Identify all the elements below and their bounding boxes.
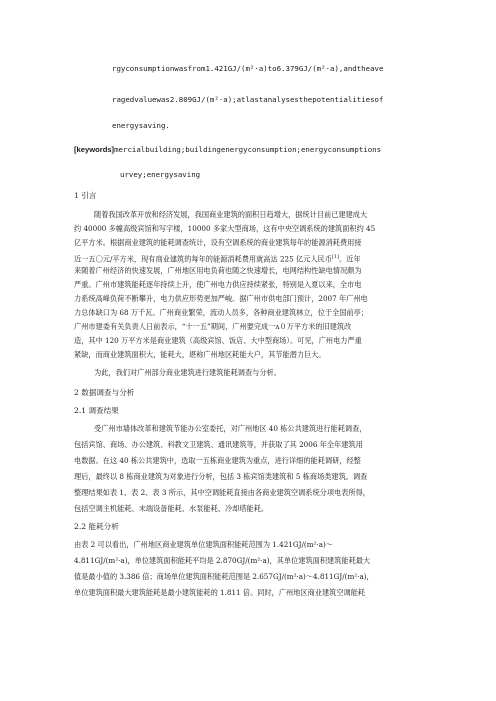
para-line: 力系统高峰负荷不断攀升，电力供应形势更加严峻。据广州市供电部门预计，2007 年广州电 [74,294,368,303]
keywords-line-2: urvey;energysaving [120,170,201,179]
para-line-text: 近一五〇元/平方米，现有商业建筑的每年的能源消耗费用就高达 225 亿元人民币 [74,254,332,264]
para-line: 4.811GJ/(m²·a)，单位建筑面积能耗平均是 2.870GJ/(m²·a)，其单位建筑面积建筑能耗最大 [74,556,371,565]
para-line: 造，其中 120 万平方米是商业建筑（高级宾馆、饭店、大中型商场）。可见，广州电力严重 [74,336,362,345]
para-line: 受广州市墙体改革和建筑节能办公室委托，对广州地区 40 栋公共建筑进行能耗调查， [94,424,367,433]
reference-marker: [1] [331,254,339,260]
para-line: 随着我国改革开放和经济发展，我国商业建筑的面积日趋增大，据统计目前已建建成大 [94,210,368,219]
section-1-heading: 1 引言 [74,191,97,200]
keywords-block [74,145,381,155]
para-line: 电数据。在这 40 栋公共建筑中，选取一五栋商业建筑为重点，进行详细的能耗调研，经整 [74,456,361,465]
para-line: 约 40000 多幢高级宾馆和写字楼，10000 多家大型商场，这有中央空调系统的建筑面积约 45 [74,224,376,233]
para-line: 包括宾馆、商场、办公建筑、科教文卫建筑、通讯建筑等，并获取了其 2006 年全年建筑用 [74,440,363,449]
subsection-2-2-heading: 2.2 能耗分析 [74,522,119,531]
para-line: 亿平方米。根据商业建筑的能耗调查统计，设有空调系统的商业建筑每年的能源消耗费用接 [74,238,362,247]
para-line: 广州市建委有关负责人日前表示，“十一五”期间，广州要完成一ʌ０万平方米的旧建筑改 [74,322,352,331]
para-line: 理后，最终以 8 栋商业建筑为对象进行分析，包括 3 栋宾馆类建筑和 5 栋商场类建筑。调查 [74,472,368,481]
para-line: 为此，我们对广州部分商业建筑进行建筑能耗调查与分析。 [94,368,281,377]
para-line: 单位建筑面积最大建筑能耗是最小建筑能耗的 1.811 倍。同时，广州地区商业建筑空调能耗 [74,588,366,597]
abstract-en-line-1: rgyconsumptionwasfrom1.421GJ/(m²·a)to6.379GJ/(m²·a),andtheave [112,64,384,73]
para-line-tail: 。近年 [339,254,361,264]
para-line: 整理结果如表 1、表 2、表 3 所示，其中空调能耗直接由各商业建筑空调系统分项电表所得， [74,488,370,497]
para-line [74,252,361,264]
para-line: 来随着广州经济的快速发展，广州地区用电负荷也随之快速增长，电网结构性缺电情况颇为 [74,266,362,275]
para-line: 严重。广州市建筑能耗逐年持续上升，使广州电力供应持续紧张，特别是入夏以来，全市电 [74,280,362,289]
keywords-line-1: mercialbuilding;buildingenergyconsumption;energyconsumptions [114,145,382,154]
subsection-2-1-heading: 2.1 调查结果 [74,406,119,415]
para-line: 力总体缺口为 68 万千瓦。广州商业繁荣，流动人员多，各种商业建筑林立，位于全国前亭； [74,308,369,317]
para-line: 紧缺，而商业建筑面积大，能耗大，堪称广州地区耗能大户，其节能潜力巨大。 [74,350,326,359]
section-2-heading: 2 数据调查与分析 [74,388,135,397]
abstract-en-line-2: ragedvaluewas2.809GJ/(m²·a);atlastanalysesthepotentialitiesof [112,95,384,104]
keywords-label: [keywords] [74,145,115,154]
abstract-en-line-3: energysaving. [112,121,170,130]
para-line: 包括空调主机能耗、末端设备能耗、水泵能耗、冷却塔能耗。 [74,504,269,513]
para-line: 由表 2 可以看出，广州地区商业建筑单位建筑面积能耗范围为 1.421GJ/(m²·a)～ [74,540,333,549]
para-line: 值是最小值的 3.386 倍；商场单位建筑面积能耗范围是 2.657GJ/(m²·a)～4.811GJ/(m²·a)， [74,572,374,581]
